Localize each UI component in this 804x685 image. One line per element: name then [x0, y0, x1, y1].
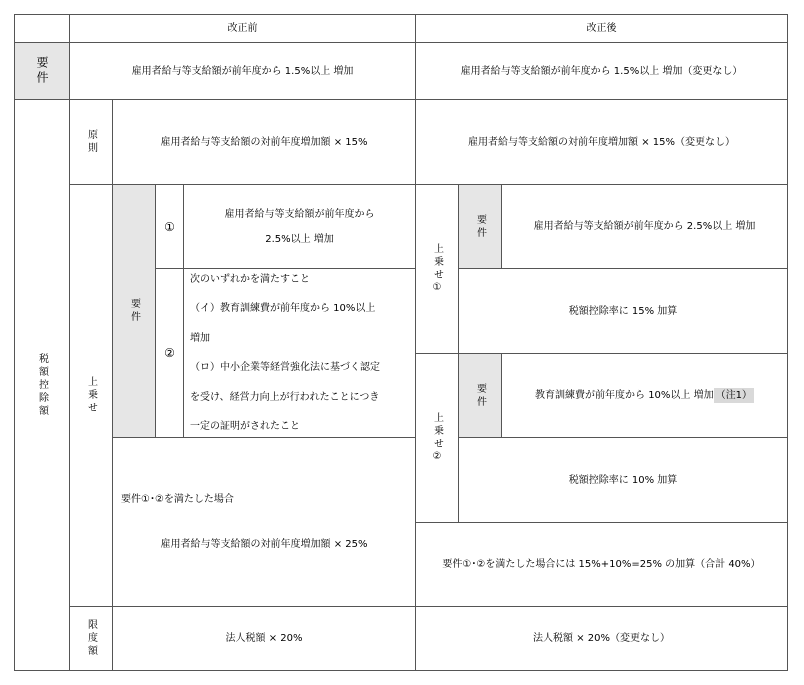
principle-after: 雇用者給与等支給額の対前年度増加額 × 15%（変更なし）	[415, 99, 788, 185]
surcharge2-after-rate: 税額控除率に 10% 加算	[458, 437, 788, 523]
surcharge-before-label: 上乗せ	[69, 184, 113, 607]
header-corner-cell	[14, 14, 70, 43]
req1-text	[183, 184, 416, 269]
surcharge-before-combined	[112, 437, 416, 607]
surcharge1-after-rate: 税額控除率に 15% 加算	[458, 268, 788, 354]
requirement-after: 雇用者給与等支給額が前年度から 1.5%以上 増加（変更なし）	[415, 42, 788, 100]
surcharge2-after-label: 上乗せ②	[415, 353, 459, 523]
req2-line: 次のいずれかを満たすこと	[190, 274, 310, 285]
surcharge2-after-req-label: 要件	[458, 353, 502, 438]
req2-line: 一定の証明がされたこと	[190, 420, 300, 432]
req2-line: を受け、経営力向上が行われたことにつき	[190, 391, 380, 403]
surcharge-after-combined: 要件①･②を満たした場合には 15%+10%=25% の加算（合計 40%）	[415, 522, 788, 607]
req2-line: （イ）教育訓練費が前年度から 10%以上	[190, 303, 376, 315]
req1-line2: 2.5%以上 増加	[265, 233, 334, 245]
header-after: 改正後	[415, 14, 788, 43]
limit-label: 限度額	[69, 606, 113, 671]
principle-label: 原則	[69, 99, 113, 185]
limit-after: 法人税額 × 20%（変更なし）	[415, 606, 788, 671]
surcharge1-after-req-label: 要件	[458, 184, 502, 269]
req2-line: （ロ）中小企業等経営強化法に基づく認定	[190, 362, 380, 374]
combined-amount: 雇用者給与等支給額の対前年度増加額 × 25%	[160, 539, 368, 550]
surcharge2-after-req	[501, 353, 788, 438]
note-1-badge: （注1）	[715, 390, 752, 401]
surcharge2-after-req-text: 教育訓練費が前年度から 10%以上 増加	[535, 390, 714, 401]
requirement-label: 要件	[14, 42, 70, 100]
limit-before: 法人税額 × 20%	[112, 606, 416, 671]
surcharge1-after-req: 雇用者給与等支給額が前年度から 2.5%以上 増加	[501, 184, 788, 269]
req1-line1: 雇用者給与等支給額が前年度から	[224, 208, 375, 220]
req1-number: ①	[155, 184, 184, 269]
tax-deduction-label: 税額控除額	[14, 99, 70, 671]
surcharge1-after-label: 上乗せ①	[415, 184, 459, 354]
requirement-before: 雇用者給与等支給額が前年度から 1.5%以上 増加	[69, 42, 416, 100]
header-before: 改正前	[69, 14, 416, 43]
req2-number: ②	[155, 268, 184, 438]
req2-line: 増加	[190, 332, 210, 344]
req2-text	[183, 268, 416, 438]
surcharge-before-req-label: 要件	[112, 184, 156, 438]
combined-condition: 要件①･②を満たした場合	[121, 494, 234, 505]
principle-before: 雇用者給与等支給額の対前年度増加額 × 15%	[112, 99, 416, 185]
